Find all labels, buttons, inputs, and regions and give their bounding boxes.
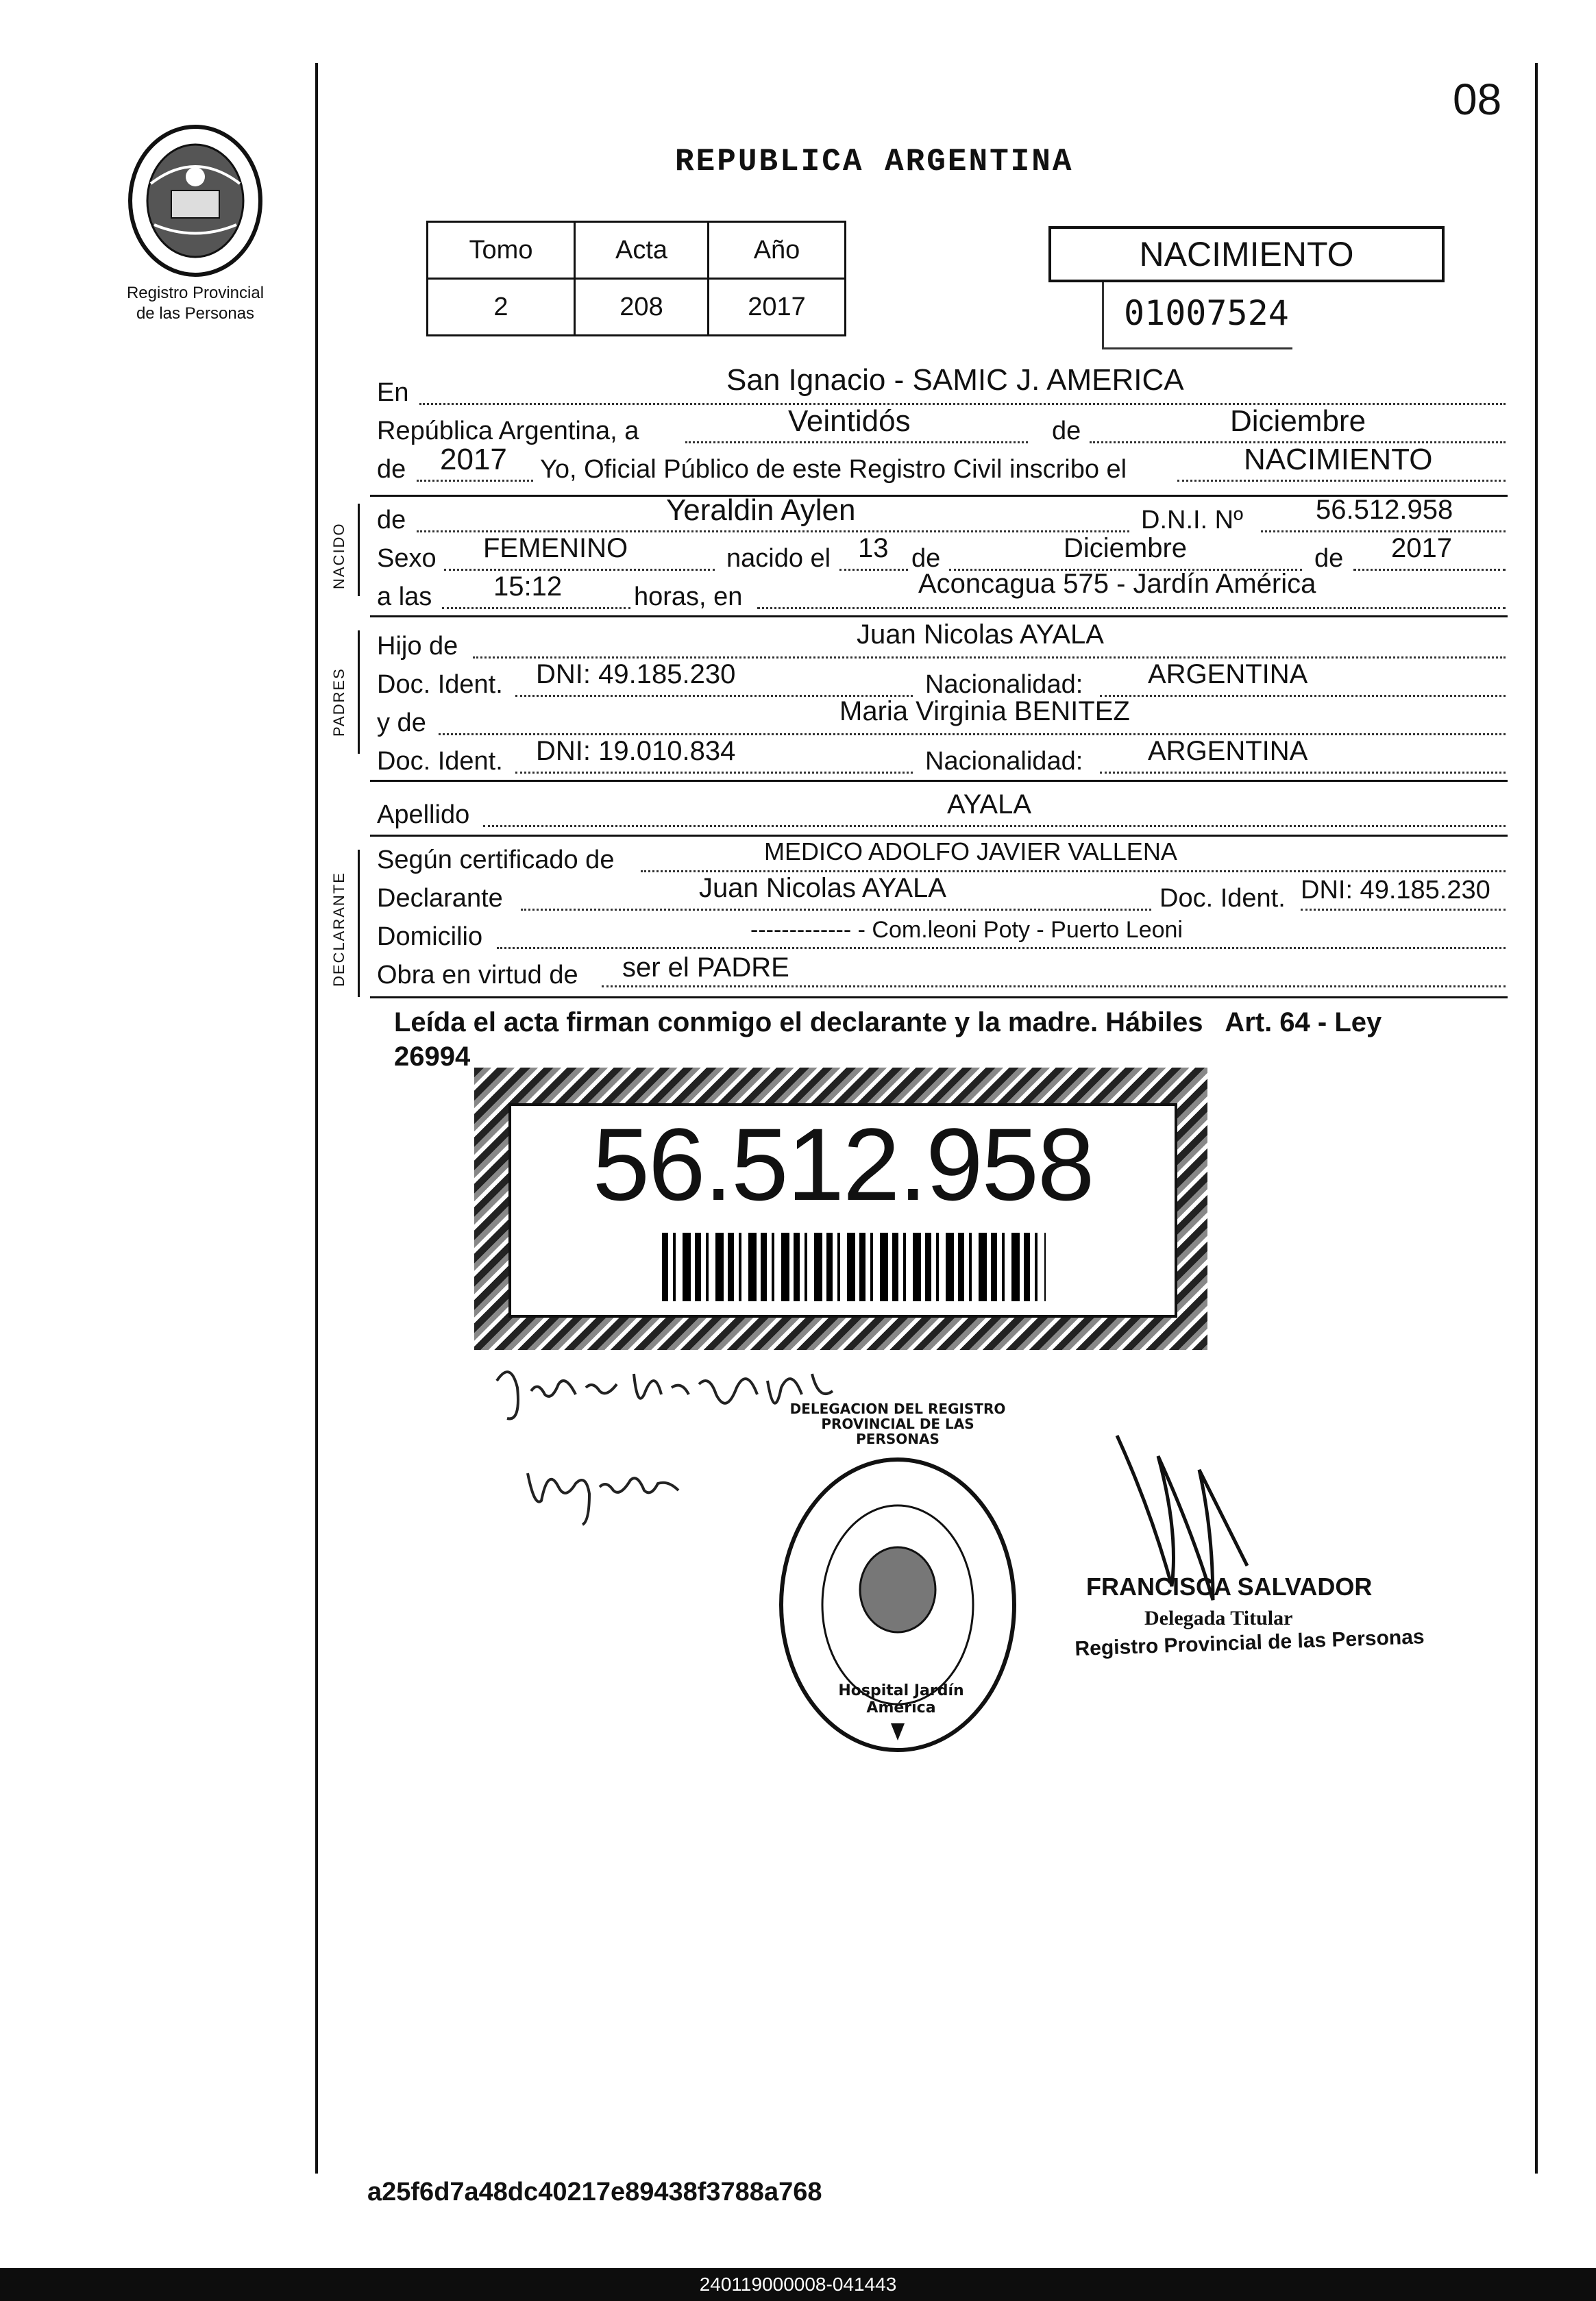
- acta-value: 208: [575, 279, 709, 336]
- domicilio-label: Domicilio: [377, 922, 483, 951]
- nombre-dotline: [417, 530, 1129, 532]
- declarante-dotline: [521, 909, 1151, 911]
- hijo-de-label: Hijo de: [377, 632, 458, 661]
- obra-value: ser el PADRE: [622, 952, 789, 983]
- closing-line-1: Leída el acta firman conmigo el declarante y la madre. Hábiles Art. 64 - Ley: [394, 1007, 1382, 1037]
- madre-doc-value: DNI: 19.010.834: [536, 736, 736, 766]
- record-table: [426, 221, 846, 336]
- declarante-value: Juan Nicolas AYALA: [699, 873, 946, 903]
- nacionalidad-label: Nacionalidad:: [925, 670, 1083, 699]
- certificado-value: MEDICO ADOLFO JAVIER VALLENA: [764, 837, 1177, 865]
- apellido-top-rule: [370, 780, 1508, 782]
- acta-header: Acta: [575, 222, 709, 279]
- lugar-value: Aconcagua 575 - Jardín América: [918, 569, 1316, 599]
- domicilio-value: ------------- - Com.leoni Poty - Puerto Leoni: [750, 917, 1183, 943]
- en-value: San Ignacio - SAMIC J. AMERICA: [726, 363, 1184, 397]
- domicilio-dotline: [497, 947, 1506, 949]
- tomo-value: 2: [428, 279, 575, 336]
- tipo-value: NACIMIENTO: [1244, 443, 1433, 476]
- en-label: En: [377, 378, 409, 407]
- official-org: Registro Provincial de las Personas: [1075, 1625, 1425, 1660]
- de5-label: de: [1314, 544, 1344, 573]
- nac-dia-value: 13: [858, 533, 889, 563]
- apellido-label: Apellido: [377, 800, 470, 829]
- mother-signature: [521, 1453, 685, 1528]
- closing-line-2: 26994: [394, 1042, 471, 1072]
- declarante-section-label: DECLARANTE: [330, 872, 347, 987]
- official-role: Delegada Titular: [1144, 1607, 1293, 1629]
- de4-label: de: [911, 544, 941, 573]
- dni-dotline: [1261, 530, 1506, 532]
- declarante-label: Declarante: [377, 884, 503, 913]
- horas-en-label: horas, en: [634, 582, 743, 611]
- apellido-dotline: [483, 825, 1506, 827]
- nac-anio-value: 2017: [1391, 533, 1452, 563]
- certificado-label: Según certificado de: [377, 846, 615, 874]
- anio-value: 2017: [709, 279, 846, 336]
- doc-ident2-label: Doc. Ident.: [377, 747, 503, 776]
- document-title: REPUBLICA ARGENTINA: [675, 144, 1074, 180]
- nacido-side-line: [358, 504, 360, 596]
- serial-number: 01007524: [1124, 293, 1289, 333]
- left-margin-line: [315, 63, 318, 2174]
- declarante-doc-value: DNI: 49.185.230: [1301, 876, 1490, 905]
- lugar-dotline: [757, 607, 1506, 609]
- bottom-bar-code: 240119000008-041443: [699, 2274, 897, 2295]
- yo-label: Yo, Oficial Público de este Registro Civil inscribo el: [540, 455, 1127, 484]
- de-label: de: [1052, 417, 1081, 445]
- padre-dotline: [473, 656, 1506, 659]
- nacido-section-label: NACIDO: [330, 522, 347, 589]
- padres-top-rule: [370, 615, 1508, 617]
- republica-label: República Argentina, a: [377, 417, 639, 445]
- dni-label: D.N.I. Nº: [1141, 506, 1243, 534]
- de2-label: de: [377, 455, 406, 484]
- declarante-bottom-rule: [370, 996, 1508, 998]
- province-seal-logo: [123, 122, 267, 280]
- certificado-dotline: [641, 870, 1506, 872]
- official-name: FRANCISCA SALVADOR: [1086, 1573, 1373, 1601]
- doc-ident-label: Doc. Ident.: [377, 670, 503, 699]
- hora-dotline: [442, 607, 630, 609]
- record-type-label: NACIMIENTO: [1139, 235, 1354, 273]
- madre-doc-dotline: [515, 772, 913, 774]
- nac-dia-dotline: [839, 569, 908, 571]
- hora-value: 15:12: [493, 571, 563, 602]
- y-de-label: y de: [377, 709, 426, 737]
- a-las-label: a las: [377, 582, 432, 611]
- padres-side-line: [358, 630, 360, 754]
- sexo-value: FEMENINO: [483, 533, 628, 563]
- tipo-dotline: [1177, 480, 1506, 482]
- padre-nac-dotline: [1100, 695, 1506, 697]
- round-stamp-outer-text: DELEGACION DEL REGISTRO PROVINCIAL DE LAS PERSONAS: [789, 1401, 1006, 1447]
- dni-barcode: [662, 1233, 1046, 1301]
- nombre-value: Yeraldin Aylen: [666, 493, 856, 527]
- padres-section-label: PADRES: [330, 667, 347, 737]
- madre-dotline: [439, 733, 1506, 735]
- padre-nac-value: ARGENTINA: [1148, 659, 1308, 689]
- apellido-value: AYALA: [947, 789, 1032, 820]
- declarante-side-line: [358, 850, 360, 997]
- round-stamp-inner-text: Hospital Jardín América: [838, 1682, 964, 1716]
- sexo-dotline: [444, 569, 715, 571]
- anio-value: 2017: [440, 443, 507, 476]
- logo-caption-line1: Registro Provincial: [126, 284, 265, 302]
- madre-nac-dotline: [1100, 772, 1506, 774]
- declarante-doc-dotline: [1301, 909, 1506, 911]
- dni-sticker-inner: [508, 1103, 1177, 1318]
- padre-doc-value: DNI: 49.185.230: [536, 659, 736, 689]
- dni-sticker-number: 56.512.958: [592, 1107, 1094, 1222]
- dni-value: 56.512.958: [1316, 495, 1453, 525]
- page-number: 08: [1453, 75, 1502, 124]
- dia-dotline: [685, 441, 1028, 443]
- anio-header: Año: [709, 222, 846, 279]
- mes-value: Diciembre: [1230, 404, 1366, 438]
- dni-sticker: [474, 1068, 1207, 1350]
- anio-dotline: [417, 480, 533, 482]
- madre-nac-value: ARGENTINA: [1148, 736, 1308, 766]
- nac-anio-dotline: [1353, 569, 1506, 571]
- footer-hash: a25f6d7a48dc40217e89438f3788a768: [367, 2178, 822, 2206]
- sexo-label: Sexo: [377, 544, 437, 573]
- right-margin-line: [1535, 63, 1538, 2174]
- tomo-header: Tomo: [428, 222, 575, 279]
- nac-mes-value: Diciembre: [1064, 533, 1188, 563]
- declarante-top-rule: [370, 835, 1508, 837]
- record-type-box: [1048, 226, 1445, 282]
- dia-value: Veintidós: [788, 404, 911, 438]
- madre-value: Maria Virginia BENITEZ: [839, 696, 1130, 726]
- logo-caption-line2: de las Personas: [136, 304, 255, 323]
- nacionalidad2-label: Nacionalidad:: [925, 747, 1083, 776]
- obra-label: Obra en virtud de: [377, 961, 578, 989]
- bottom-bar: [0, 2268, 1596, 2301]
- nacido-el-label: nacido el: [726, 544, 831, 573]
- padre-value: Juan Nicolas AYALA: [857, 619, 1104, 650]
- obra-dotline: [602, 985, 1506, 987]
- de3-label: de: [377, 506, 406, 534]
- doc-ident3-label: Doc. Ident.: [1159, 884, 1286, 913]
